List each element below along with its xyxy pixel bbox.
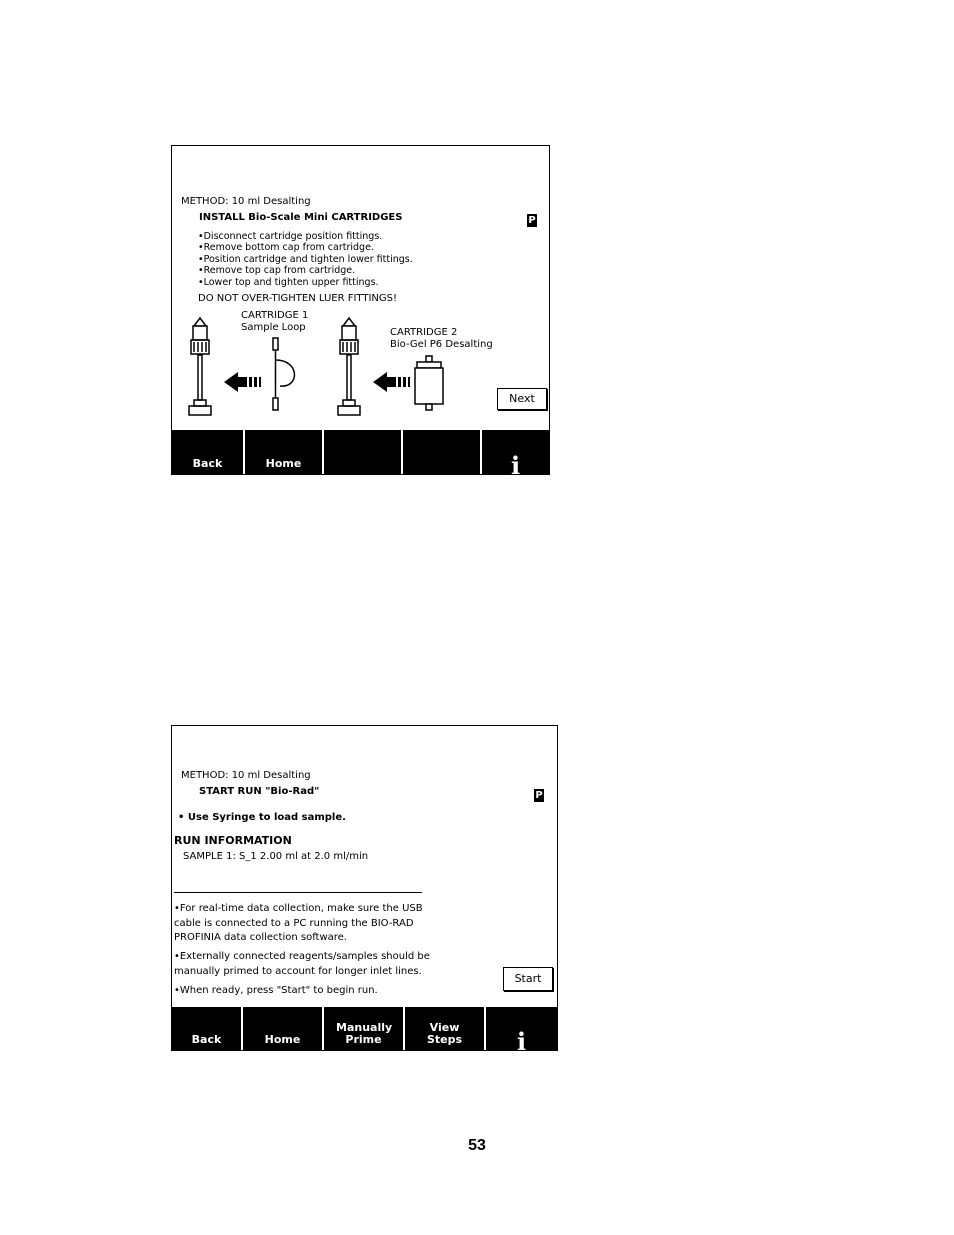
manually-prime-button[interactable]: Manually Prime (324, 1007, 405, 1050)
bullet-icon: • (174, 985, 180, 996)
screen-title: START RUN "Bio-Rad" (199, 786, 320, 797)
start-button[interactable]: Start (503, 967, 553, 991)
view-steps-button[interactable]: View Steps (405, 1007, 486, 1050)
run-info-heading: RUN INFORMATION (174, 834, 292, 847)
back-button[interactable]: Back (172, 1007, 243, 1050)
left-arrow-icon (224, 372, 261, 392)
left-arrow-icon (373, 372, 410, 392)
cartridge2-label: CARTRIDGE 2 (390, 327, 458, 338)
install-cartridges-screen (171, 145, 550, 475)
instruction-item: • Lower top and tighten upper fittings. (198, 277, 413, 288)
info-button[interactable] (482, 430, 549, 474)
note-item: •Externally connected reagents/samples should be manually primed to account for longer inlet lines. (174, 951, 430, 977)
instruction-item: • Remove top cap from cartridge. (198, 265, 413, 276)
instruction-text: • Use Syringe to load sample. (178, 812, 346, 823)
instruction-item: • Remove bottom cap from cartridge. (198, 242, 413, 253)
home-button[interactable]: Home (243, 1007, 324, 1050)
instruction-item: • Position cartridge and tighten lower fittings. (198, 254, 413, 265)
cartridge-holder-1-icon (189, 318, 211, 415)
softkey-4-button[interactable] (403, 430, 482, 474)
cartridge-holder-2-icon (338, 318, 360, 415)
info-icon: i (510, 451, 521, 475)
method-label: METHOD: 10 ml Desalting (181, 196, 311, 207)
info-button[interactable] (486, 1007, 557, 1050)
p-badge: P (528, 215, 536, 226)
screen-title: INSTALL Bio-Scale Mini CARTRIDGES (199, 212, 403, 223)
home-button[interactable]: Home (245, 430, 324, 474)
instruction-item: • Disconnect cartridge position fittings. (198, 231, 413, 242)
warning-text: DO NOT OVER-TIGHTEN LUER FITTINGS! (198, 293, 398, 304)
start-run-screen (171, 725, 558, 1051)
cartridge-diagram (172, 146, 550, 431)
bullet-icon: • (174, 951, 180, 962)
back-button[interactable]: Back (172, 430, 245, 474)
bullet-icon: • (174, 903, 180, 914)
info-icon: i (516, 1027, 527, 1051)
method-label: METHOD: 10 ml Desalting (181, 770, 311, 781)
note-item: •When ready, press "Start" to begin run. (174, 985, 378, 996)
softkey-3-button[interactable] (324, 430, 403, 474)
sample-loop-icon (273, 338, 294, 410)
cartridge1-sublabel: Sample Loop (241, 322, 306, 333)
desalting-cartridge-icon (415, 356, 443, 410)
softkey-bar (172, 430, 549, 474)
softkey-bar (172, 1007, 557, 1050)
note-item: •For real-time data collection, make sure the USB cable is connected to a PC running the BIO-RAD PROFINIA data collection software. (174, 903, 423, 943)
cartridge2-sublabel: Bio-Gel P6 Desalting (390, 339, 493, 350)
page-number: 53 (468, 1137, 486, 1154)
cartridge1-label: CARTRIDGE 1 (241, 310, 309, 321)
run-info-line: SAMPLE 1: S_1 2.00 ml at 2.0 ml/min (183, 851, 369, 862)
divider (174, 892, 422, 893)
next-button[interactable]: Next (497, 388, 547, 410)
p-badge: P (535, 790, 543, 801)
